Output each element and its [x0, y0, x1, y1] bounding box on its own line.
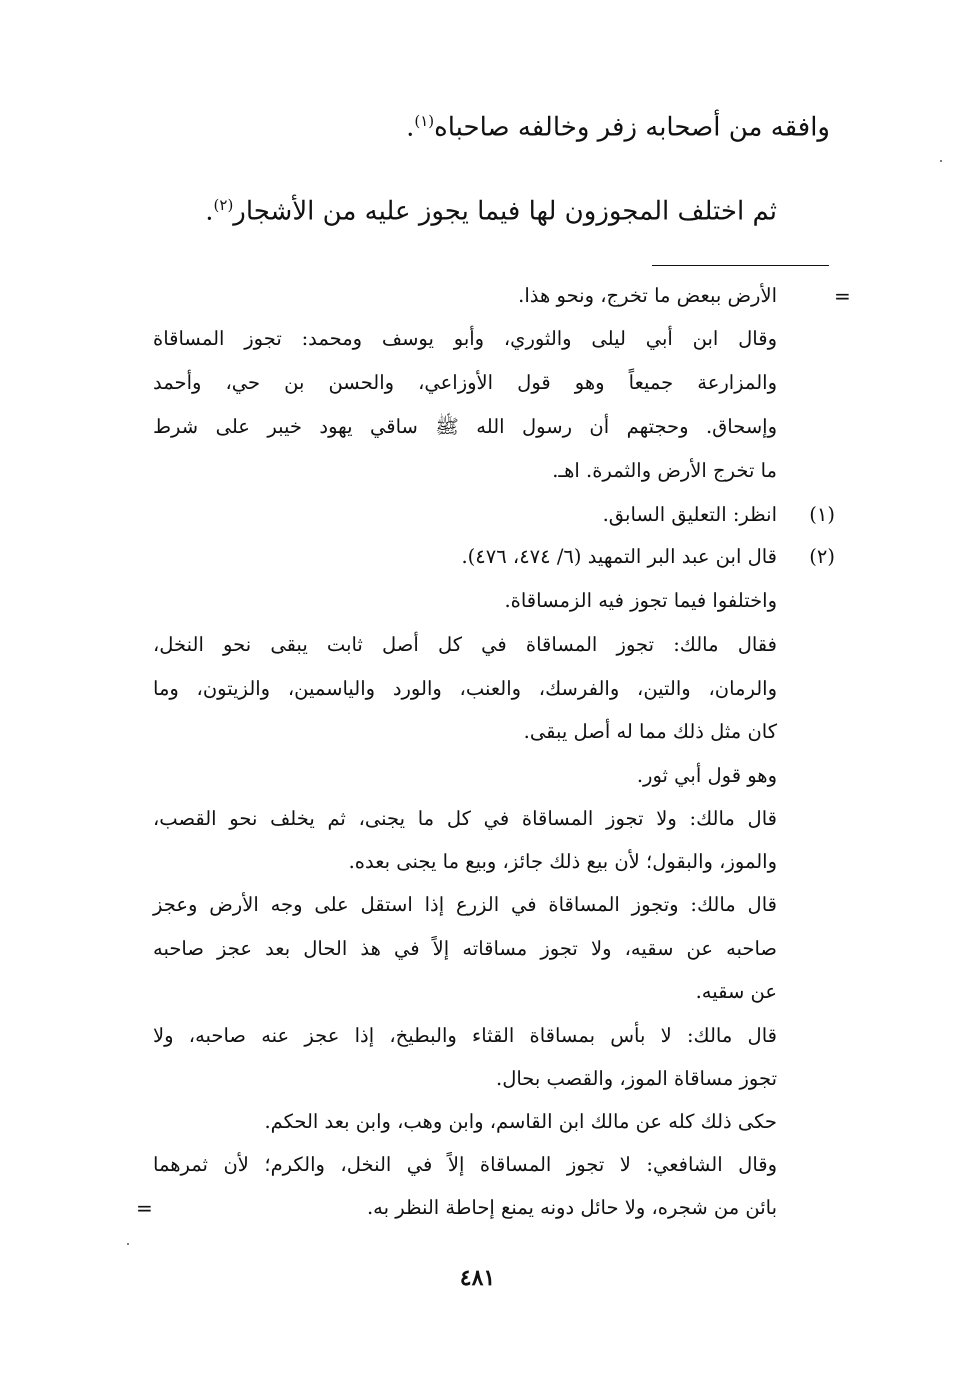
footnote-2-line: حكى ذلك كله عن مالك ابن القاسم، وابن وهب، وابن بعد الحكم. [264, 1110, 777, 1133]
footnote-number-1: (١) [809, 503, 835, 526]
footnote-2-text: قال ابن عبد البر التمهيد (٦/ ٤٧٤، ٤٧٦). [461, 545, 777, 568]
scan-speck [940, 160, 942, 162]
footnote-2-line: بائن من شجره، ولا حائل دونه يمنع إحاطة النظر به. [366, 1196, 777, 1219]
footnote-2-line: صاحبه عن سقيه، ولا تجوز مساقاته إلاً في هذ الحال بعد عجز صاحبه [153, 937, 777, 960]
footnote-2-line: واختلفوا فيما تجوز فيه الزمساقاة. [504, 589, 777, 612]
footnote-2-line: والرمان، والتين، والفرسك، والعنب، والورد والياسمين، والزيتون، وما [153, 677, 777, 700]
page-number: ٤٨١ [459, 1265, 496, 1291]
footnote-continued-line: والمزارعة جميعاً وهو قول الأوزاعي، والحسن بن حي، وأحمد [153, 371, 777, 394]
footnote-continued-line: وإسحاق. وحجتهم أن رسول الله ﷺ ساقي يهود خيبر على شرط [153, 415, 777, 438]
main-text: ثم اختلف المجوزون لها فيما يجوز عليه من الأشجار [233, 196, 777, 227]
footnote-separator [652, 265, 829, 266]
footnote-2-line: كان مثل ذلك مما له أصل يبقى. [523, 720, 777, 743]
footnote-2-line: عن سقيه. [695, 980, 777, 1003]
footnote-2-line: والموز، والبقول؛ لأن بيع ذلك جائز، وبيع ما يجنى بعده. [348, 850, 777, 873]
footnote-2-line: وقال الشافعي: لا تجوز المساقاة إلاً في النخل، والكرم؛ لأن ثمرهما [153, 1153, 777, 1176]
scan-speck [127, 1243, 129, 1245]
footnote-continued-line: وقال ابن أبي ليلى والثوري، وأبو يوسف ومحمد: تجوز المساقاة [153, 327, 777, 350]
footnote-2-line: تجوز مساقاة الموز، والقصب بحال. [496, 1067, 777, 1090]
footnote-1-text: انظر: التعليق السابق. [602, 503, 777, 526]
period: . [205, 196, 214, 227]
footnote-2-line: قال مالك: وتجوز المساقاة في الزرع إذا استقل على وجه الأرض وعجز [153, 893, 777, 916]
continuation-mark-bottom: = [136, 1196, 153, 1220]
main-text-line-2 [205, 196, 777, 227]
footnote-2-line: فقال مالك: تجوز المساقاة في كل أصل ثابت يبقى نحو النخل، [153, 633, 777, 656]
continuation-mark-top: = [834, 284, 851, 308]
footnote-continued-line: ما تخرج الأرض والثمرة. اهـ. [552, 459, 777, 482]
main-text-line-1 [406, 112, 830, 143]
footnote-continued-line: الأرض ببعض ما تخرج، ونحو هذا. [518, 284, 777, 307]
footnote-2-line: قال مالك: لا بأس بمساقاة القثاء والبطيخ، إذا عجز عنه صاحبه، ولا [153, 1024, 777, 1047]
footnote-ref-2: (٢) [213, 196, 234, 214]
footnote-2-line: قال مالك: ولا تجوز المساقاة في كل ما يجنى، ثم يخلف نحو القصب، [153, 807, 777, 830]
period: . [406, 112, 415, 143]
footnote-2-line: وهو قول أبي ثور. [636, 764, 777, 787]
footnote-ref-1: (١) [414, 112, 435, 130]
footnote-number-2: (٢) [809, 545, 835, 568]
main-text: وافقه من أصحابه زفر وخالفه صاحباه [434, 112, 830, 143]
